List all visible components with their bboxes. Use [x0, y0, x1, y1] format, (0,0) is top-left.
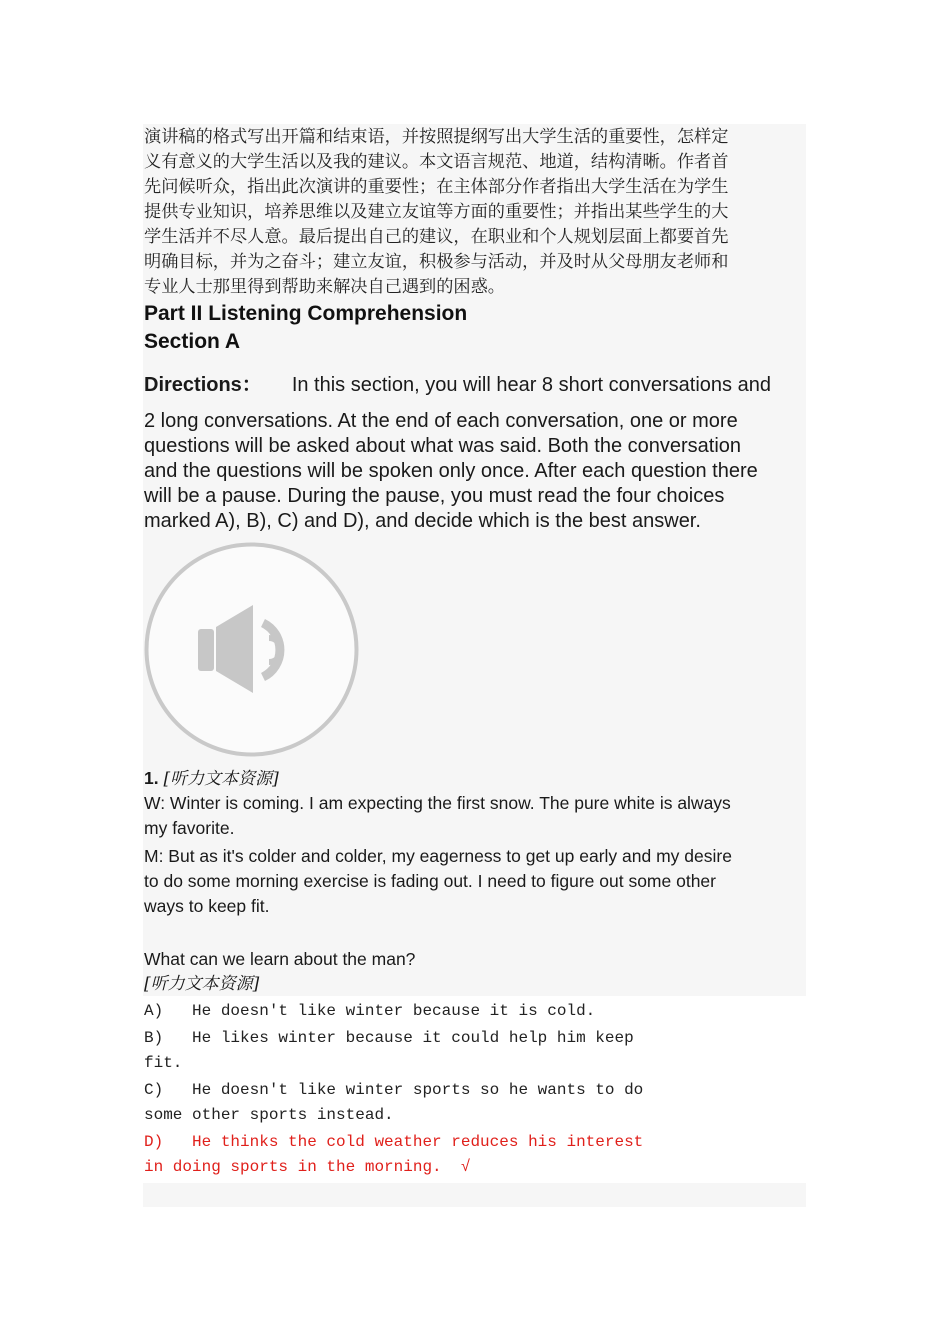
directions-first-line [144, 372, 814, 398]
directions-line: marked A), B), C) and D), and decide which is the best answer. [144, 510, 701, 532]
option-line: fit. [144, 1054, 183, 1072]
option-line: in doing sports in the morning. √ [144, 1158, 471, 1176]
directions-body [144, 409, 808, 534]
transcript-source-label-2: [听力文本资源] [144, 974, 260, 994]
bottom-shade-bar [143, 1183, 806, 1207]
intro-line: 学生活并不尽人意。最后提出自己的建议，在职业和个人规划层面上都要首先 [144, 227, 729, 247]
transcript-line: ways to keep fit. [144, 896, 270, 916]
directions-label: Directions： [144, 374, 262, 396]
directions-text: In this section, you will hear 8 short conversations and [291, 374, 771, 396]
answer-options [144, 999, 643, 1182]
transcript-line: to do some morning exercise is fading out. I need to figure out some other [144, 871, 716, 891]
question-header [144, 766, 808, 792]
intro-line: 先问候听众，指出此次演讲的重要性；在主体部分作者指出大学生活在为学生 [144, 177, 729, 197]
transcript-line: my favorite. [144, 818, 235, 838]
option-line: A) He doesn't like winter because it is cold. [144, 1002, 596, 1020]
option-line: C) He doesn't like winter sports so he wants to do [144, 1081, 644, 1099]
directions-line: will be a pause. During the pause, you must read the four choices [144, 485, 725, 507]
option-a[interactable] [144, 999, 643, 1024]
speaker-icon [143, 541, 360, 758]
section-title: Section A [144, 330, 241, 353]
intro-line: 专业人士那里得到帮助来解决自己遇到的困惑。 [144, 277, 505, 297]
question-number: 1. [144, 768, 159, 788]
option-line: D) He thinks the cold weather reduces his interest [144, 1133, 644, 1151]
intro-line: 义有意义的大学生活以及我的建议。本文语言规范、地道，结构清晰。作者首 [144, 152, 729, 172]
audio-play-button[interactable] [143, 541, 360, 758]
option-d-correct[interactable] [144, 1130, 643, 1180]
intro-paragraph [144, 125, 804, 300]
question-prompt: What can we learn about the man? [144, 949, 416, 969]
intro-line: 提供专业知识，培养思维以及建立友谊等方面的重要性；并指出某些学生的大 [144, 202, 729, 222]
transcript-line: M: But as it's colder and colder, my eagerness to get up early and my desire [144, 846, 732, 866]
man-utterance [144, 844, 808, 919]
intro-line: 明确目标，并为之奋斗；建立友谊，积极参与活动，并及时从父母朋友老师和 [144, 252, 729, 272]
option-c[interactable] [144, 1078, 643, 1128]
option-line: B) He likes winter because it could help him keep [144, 1029, 634, 1047]
directions-line: questions will be asked about what was said. Both the conversation [144, 435, 742, 457]
woman-utterance [144, 791, 808, 841]
transcript-source-label: [听力文本资源] [163, 769, 279, 789]
intro-line: 演讲稿的格式写出开篇和结束语，并按照提纲写出大学生活的重要性，怎样定 [144, 127, 729, 147]
option-line: some other sports instead. [144, 1106, 394, 1124]
option-b[interactable] [144, 1026, 643, 1076]
directions-line: and the questions will be spoken only once. After each question there [144, 460, 758, 482]
transcript-line: W: Winter is coming. I am expecting the first snow. The pure white is always [144, 793, 731, 813]
directions-line: 2 long conversations. At the end of each conversation, one or more [144, 410, 738, 432]
part-title: Part II Listening Comprehension [144, 302, 468, 325]
